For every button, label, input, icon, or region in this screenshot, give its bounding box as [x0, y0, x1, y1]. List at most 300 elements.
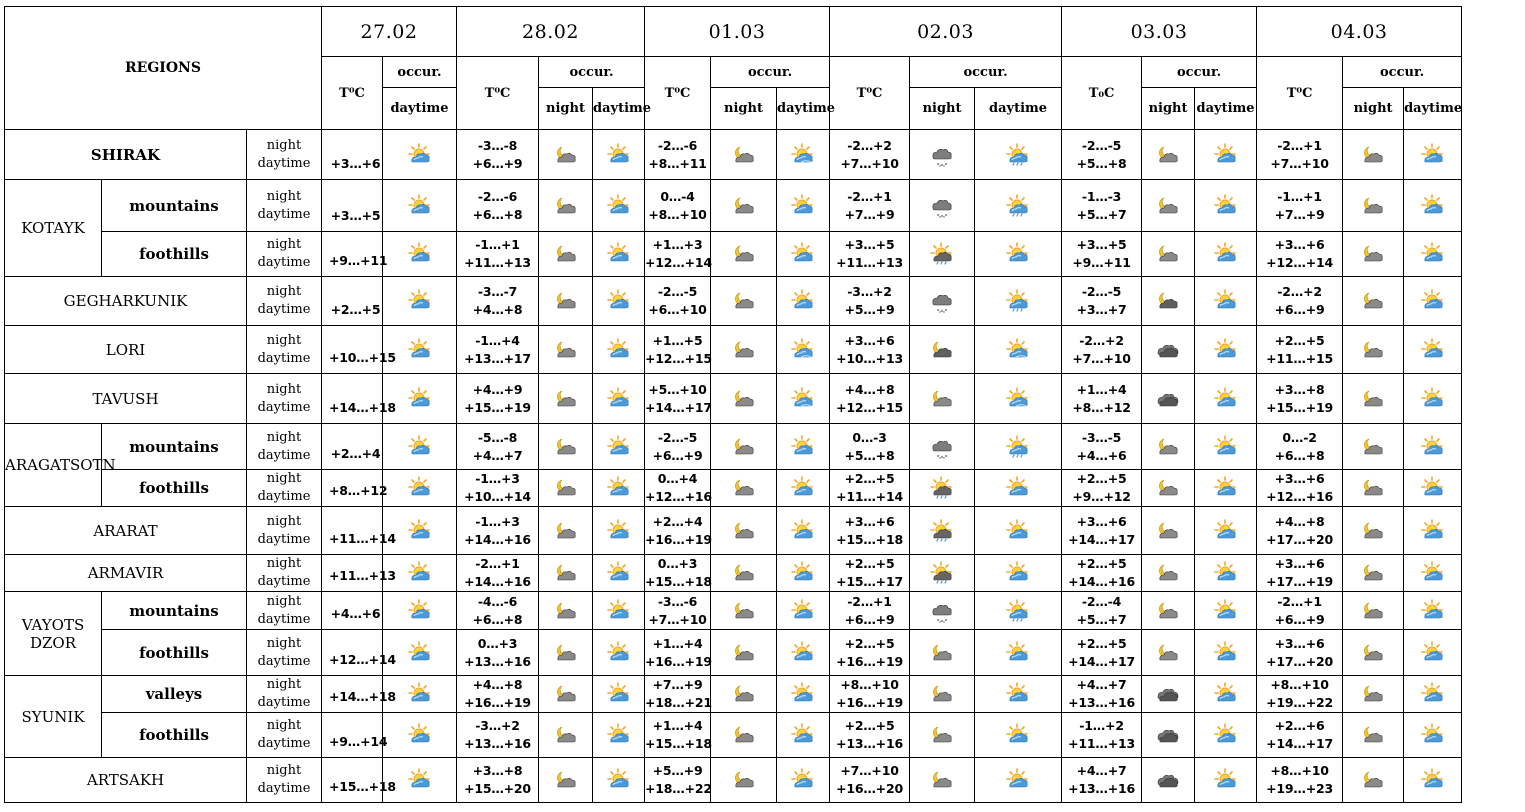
temperature-range — [645, 630, 711, 676]
weather-cell — [711, 374, 777, 424]
temperature-range — [322, 630, 396, 676]
moon-cloud-icon — [1361, 242, 1385, 266]
daytime-temp: +12…+15 — [645, 350, 712, 366]
temperature-range — [322, 713, 388, 758]
temperature-range — [1257, 758, 1343, 803]
temperature-range — [457, 232, 539, 277]
moon-cloud-icon — [930, 682, 954, 706]
weather-cell — [593, 507, 645, 555]
moon-cloud-icon — [1156, 242, 1180, 266]
moon-cloud-icon — [930, 723, 954, 747]
sun-cloud-icon — [791, 435, 815, 459]
daytime-temp: +9…+11 — [329, 253, 388, 268]
night-temp: +2…+5 — [1076, 471, 1127, 486]
temperature-range — [645, 180, 711, 232]
weather-cell — [1404, 555, 1462, 592]
moon-cloud-icon — [554, 768, 578, 792]
sun-cloud-icon — [1421, 768, 1445, 792]
daytime-temp: +12…+14 — [645, 255, 712, 270]
sun-cloud-icon — [1214, 682, 1238, 706]
moon-cloud-icon — [732, 682, 756, 706]
moon-cloud-icon — [554, 561, 578, 585]
weather-cell — [539, 507, 593, 555]
temperature-range — [322, 555, 396, 592]
night-label: night — [266, 237, 302, 252]
temperature-range — [645, 424, 711, 470]
night-header: night — [1142, 88, 1195, 130]
sun-cloud-icon — [408, 768, 432, 792]
daytime-temp: +19…+22 — [1266, 695, 1333, 710]
date-header: 04.03 — [1257, 7, 1462, 57]
night-temp: +3…+6 — [844, 332, 895, 348]
sun-cloud-icon — [1006, 641, 1030, 665]
temperature-range — [457, 592, 539, 630]
night-temp: 0…+3 — [657, 556, 698, 571]
daytime-temp: +7…+9 — [1274, 206, 1325, 222]
temperature-range — [1062, 232, 1142, 277]
date-header: 27.02 — [322, 7, 457, 57]
daytime-temp: +17…+20 — [1266, 653, 1333, 669]
daytime-header: daytime — [1195, 88, 1257, 130]
region-row — [5, 470, 1525, 507]
weather-cell — [711, 130, 777, 180]
weather-cell — [711, 555, 777, 592]
occur-header: occur. — [539, 57, 645, 88]
temperature-range — [645, 713, 711, 758]
night-temp: 0…+4 — [657, 471, 698, 486]
night-label: night — [266, 718, 302, 733]
weather-cell — [383, 277, 457, 326]
night-temp: +3…+8 — [1274, 381, 1325, 397]
daytime-temp: +9…+14 — [329, 734, 388, 749]
region-name: KOTAYK — [5, 180, 102, 277]
daytime-temp: +6…+9 — [472, 155, 523, 171]
weather-cell — [593, 592, 645, 630]
temperature-range — [322, 326, 396, 374]
temperature-range — [1062, 130, 1142, 180]
temperature-range — [457, 374, 539, 424]
weather-cell — [1195, 630, 1257, 676]
weather-cell — [1195, 326, 1257, 374]
weather-cell — [777, 232, 830, 277]
weather-cell — [1142, 592, 1195, 630]
daytime-temp: +6…+8 — [472, 206, 523, 222]
weather-cell — [777, 277, 830, 326]
moon-cloud-icon — [1361, 768, 1385, 792]
moon-cloud-icon — [1156, 194, 1180, 218]
subregion-name: foothills — [102, 630, 247, 676]
sun-rain-dark-icon — [930, 476, 954, 500]
weather-cell — [1343, 713, 1404, 758]
sun-cloud-icon — [1214, 289, 1238, 313]
weather-cell — [383, 232, 457, 277]
sun-cloud-icon — [1214, 641, 1238, 665]
moon-cloud-icon — [554, 682, 578, 706]
night-label: night — [266, 635, 302, 651]
sun-cloud-icon — [1006, 768, 1030, 792]
subregion-name: foothills — [102, 470, 247, 507]
weather-cell — [777, 676, 830, 713]
sun-cloud-icon — [408, 641, 432, 665]
region-row — [5, 424, 1525, 470]
sun-cloud-icon — [1214, 599, 1238, 623]
night-label: night — [266, 556, 302, 571]
weather-cell — [1404, 326, 1462, 374]
weather-cell — [383, 713, 457, 758]
weather-cell — [711, 326, 777, 374]
temperature-range — [645, 507, 711, 555]
weather-cell — [593, 470, 645, 507]
temperature-range — [457, 130, 539, 180]
weather-cell — [593, 713, 645, 758]
weather-cell — [711, 470, 777, 507]
temperature-range — [1062, 277, 1142, 326]
sun-cloud-icon — [1214, 723, 1238, 747]
dark-cloud-icon — [1156, 723, 1180, 747]
region-name: SYUNIK — [5, 676, 102, 758]
weather-cell — [539, 374, 593, 424]
snow-cloud-icon — [930, 435, 954, 459]
occur-header: occur. — [1142, 57, 1257, 88]
weather-cell — [1343, 130, 1404, 180]
subregion-name: foothills — [102, 232, 247, 277]
moon-cloud-icon — [1361, 476, 1385, 500]
temperature-range — [1062, 758, 1142, 803]
temperature-range — [830, 758, 910, 803]
weather-cell — [910, 180, 975, 232]
night-temp: +3…+5 — [1076, 237, 1127, 252]
sun-cloud-icon — [1006, 682, 1030, 706]
region-row — [5, 374, 1525, 424]
sun-cloud-icon — [1214, 435, 1238, 459]
subregion-name: valleys — [102, 676, 247, 713]
weather-cell — [539, 713, 593, 758]
daytime-label: daytime — [257, 736, 311, 751]
night-header: night — [910, 88, 975, 130]
sun-cloud-icon — [607, 476, 631, 500]
weather-cell — [1404, 630, 1462, 676]
sun-cloud-icon — [607, 599, 631, 623]
weather-cell — [1142, 713, 1195, 758]
weather-cell — [383, 424, 457, 470]
sun-cloud-icon — [408, 519, 432, 543]
occur-header: occur. — [383, 57, 457, 88]
daytime-temp: +12…+14 — [1266, 255, 1333, 270]
region-name: VAYOTS DZOR — [5, 592, 102, 676]
region-name: SHIRAK — [5, 130, 247, 180]
moon-cloud-icon — [1361, 641, 1385, 665]
daytime-temp: +11…+15 — [1266, 350, 1333, 366]
sun-cloud-alt-icon — [1006, 387, 1030, 411]
moon-cloud-icon — [554, 599, 578, 623]
weather-cell — [777, 180, 830, 232]
weather-cell — [1404, 232, 1462, 277]
temperature-range — [457, 676, 539, 713]
night-temp: -2…+2 — [847, 137, 892, 153]
temperature-range — [457, 326, 539, 374]
sun-cloud-icon — [1421, 561, 1445, 585]
weather-cell — [975, 374, 1062, 424]
night-label: night — [266, 188, 302, 204]
sun-cloud-icon — [408, 143, 432, 167]
temperature-range — [645, 676, 711, 713]
night-temp: +2…+5 — [844, 718, 895, 733]
daytime-temp: +9…+12 — [1072, 489, 1131, 504]
weather-cell — [1343, 180, 1404, 232]
daytime-temp: +5…+8 — [844, 447, 895, 463]
weather-cell — [1404, 676, 1462, 713]
daytime-temp: +4…+8 — [472, 302, 523, 317]
sun-cloud-icon — [791, 194, 815, 218]
sun-cloud-icon — [791, 682, 815, 706]
temperature-range — [1257, 555, 1343, 592]
sun-cloud-icon — [791, 519, 815, 543]
region-row — [5, 555, 1525, 592]
date-header: 01.03 — [645, 7, 830, 57]
subregion-name: foothills — [102, 713, 247, 758]
daytime-temp: +16…+19 — [836, 695, 903, 710]
daytime-temp: +13…+16 — [464, 653, 531, 669]
temperature-range — [830, 713, 910, 758]
daytime-temp: +7…+10 — [840, 155, 899, 171]
night-temp: +2…+6 — [1274, 718, 1325, 733]
sun-rain-dark-icon — [930, 242, 954, 266]
weather-cell — [1142, 758, 1195, 803]
temperature-range — [322, 374, 396, 424]
daytime-temp: +6…+9 — [652, 447, 703, 463]
sun-cloud-icon — [408, 435, 432, 459]
moon-cloud-icon — [1156, 435, 1180, 459]
daytime-temp: +15…+18 — [329, 779, 396, 794]
daytime-temp: +7…+10 — [1072, 350, 1131, 366]
sun-cloud-icon — [1421, 387, 1445, 411]
daytime-temp: +7…+9 — [844, 206, 895, 222]
weather-cell — [910, 713, 975, 758]
night-label: night — [266, 471, 302, 486]
daytime-temp: +11…+14 — [329, 531, 396, 546]
daytime-temp: +7…+10 — [648, 611, 707, 627]
occur-header: occur. — [910, 57, 1062, 88]
daytime-temp: +10…+13 — [836, 350, 903, 366]
moon-cloud-icon — [1156, 561, 1180, 585]
moon-cloud-icon — [554, 641, 578, 665]
moon-cloud-icon — [1361, 561, 1385, 585]
night-label: night — [266, 137, 302, 153]
time-of-day-labels — [247, 424, 322, 470]
snow-cloud-icon — [930, 289, 954, 313]
date-header: 28.02 — [457, 7, 645, 57]
weather-cell — [1195, 676, 1257, 713]
sun-cloud-icon — [1421, 194, 1445, 218]
moon-cloud-dark-icon — [1156, 289, 1180, 313]
weather-cell — [975, 424, 1062, 470]
weather-cell — [1195, 374, 1257, 424]
night-temp: -2…-5 — [1081, 284, 1122, 299]
temperature-range — [1257, 326, 1343, 374]
weather-cell — [777, 130, 830, 180]
night-temp: -1…+4 — [475, 332, 520, 348]
night-temp: +1…+4 — [1076, 381, 1127, 397]
daytime-temp: +5…+7 — [1076, 611, 1127, 627]
daytime-temp: +15…+19 — [1266, 399, 1333, 415]
temp-header: T⁰C — [457, 57, 539, 130]
weather-cell — [593, 676, 645, 713]
sun-cloud-icon — [607, 242, 631, 266]
weather-cell — [910, 424, 975, 470]
moon-cloud-icon — [1156, 143, 1180, 167]
temperature-range — [1062, 676, 1142, 713]
sun-cloud-icon — [1421, 641, 1445, 665]
temperature-range — [1257, 277, 1343, 326]
temperature-range — [322, 130, 383, 180]
night-temp: +3…+6 — [1076, 513, 1127, 529]
moon-cloud-icon — [554, 289, 578, 313]
moon-cloud-icon — [1361, 143, 1385, 167]
temperature-range — [322, 277, 383, 326]
subregion-name: mountains — [102, 424, 247, 470]
night-temp: -1…+3 — [475, 513, 520, 529]
daytime-label: daytime — [257, 611, 311, 627]
temperature-range — [322, 676, 396, 713]
weather-cell — [539, 277, 593, 326]
weather-cell — [383, 180, 457, 232]
temp-header: T₀C — [1062, 57, 1142, 130]
temperature-range — [1062, 470, 1142, 507]
daytime-temp: +11…+13 — [464, 255, 531, 270]
weather-cell — [1195, 130, 1257, 180]
daytime-label: daytime — [257, 489, 311, 504]
daytime-label: daytime — [257, 781, 311, 796]
moon-cloud-icon — [732, 387, 756, 411]
weather-cell — [975, 592, 1062, 630]
sun-cloud-icon — [791, 599, 815, 623]
sun-cloud-icon — [791, 768, 815, 792]
daytime-temp: +5…+8 — [1076, 155, 1127, 171]
date-header: 03.03 — [1062, 7, 1257, 57]
time-of-day-labels — [247, 470, 322, 507]
sun-cloud-icon — [607, 561, 631, 585]
weather-cell — [1142, 424, 1195, 470]
daytime-temp: +5…+7 — [1076, 206, 1127, 222]
weather-cell — [711, 507, 777, 555]
temperature-range — [322, 592, 383, 630]
weather-cell — [975, 713, 1062, 758]
weather-cell — [1343, 470, 1404, 507]
daytime-temp: +11…+13 — [329, 568, 396, 583]
night-label: night — [266, 513, 302, 529]
weather-cell — [1343, 592, 1404, 630]
weather-cell — [1195, 232, 1257, 277]
temperature-range — [830, 180, 910, 232]
weather-cell — [1343, 758, 1404, 803]
time-of-day-labels — [247, 630, 322, 676]
regions-header: REGIONS — [5, 7, 322, 130]
moon-cloud-icon — [1156, 641, 1180, 665]
daytime-temp: +6…+9 — [1274, 611, 1325, 627]
weather-cell — [1343, 374, 1404, 424]
sun-cloud-icon — [408, 242, 432, 266]
night-temp: -2…+2 — [1079, 332, 1124, 348]
dark-cloud-icon — [1156, 387, 1180, 411]
daytime-temp: +17…+19 — [1266, 574, 1333, 589]
sun-cloud-icon — [791, 476, 815, 500]
sun-cloud-icon — [408, 387, 432, 411]
sun-cloud-icon — [408, 476, 432, 500]
moon-cloud-icon — [554, 476, 578, 500]
temperature-range — [1257, 592, 1343, 630]
night-temp: +3…+5 — [844, 237, 895, 252]
sun-cloud-icon — [1421, 476, 1445, 500]
weather-cell — [539, 180, 593, 232]
daytime-label: daytime — [257, 653, 311, 669]
temperature-range — [1062, 592, 1142, 630]
sun-cloud-alt-icon — [791, 387, 815, 411]
night-temp: +4…+8 — [472, 677, 523, 692]
temperature-range — [830, 374, 910, 424]
weather-cell — [539, 592, 593, 630]
moon-cloud-icon — [732, 338, 756, 362]
moon-cloud-icon — [732, 519, 756, 543]
night-temp: +2…+5 — [844, 635, 895, 651]
weather-cell — [1195, 470, 1257, 507]
sun-cloud-icon — [1421, 242, 1445, 266]
temperature-range — [645, 758, 711, 803]
daytime-temp: +16…+19 — [836, 653, 903, 669]
weather-cell — [539, 555, 593, 592]
daytime-header: daytime — [975, 88, 1062, 130]
weather-cell — [1343, 555, 1404, 592]
sun-cloud-icon — [607, 194, 631, 218]
daytime-temp: +13…+17 — [464, 350, 531, 366]
temperature-range — [322, 507, 396, 555]
weather-cell — [711, 713, 777, 758]
weather-cell — [777, 374, 830, 424]
weather-cell — [777, 555, 830, 592]
sun-rain-dark-icon — [930, 519, 954, 543]
moon-cloud-icon — [732, 435, 756, 459]
sun-cloud-icon — [408, 682, 432, 706]
region-name: ARTSAKH — [5, 758, 247, 803]
temperature-range — [1062, 713, 1142, 758]
temperature-range — [830, 326, 910, 374]
night-temp: -2…+1 — [847, 593, 892, 609]
weather-cell — [593, 277, 645, 326]
night-temp: +3…+6 — [1274, 556, 1325, 571]
weather-cell — [1404, 758, 1462, 803]
daytime-temp: +8…+12 — [329, 483, 388, 498]
night-temp: +4…+7 — [1076, 763, 1127, 778]
daytime-temp: +14…+17 — [1068, 653, 1135, 669]
daytime-temp: +14…+17 — [645, 399, 712, 415]
sun-cloud-icon — [1214, 143, 1238, 167]
night-temp: -3…-7 — [477, 284, 518, 299]
daytime-temp: +13…+16 — [836, 736, 903, 751]
sun-rain-icon — [1006, 435, 1030, 459]
sun-cloud-icon — [607, 723, 631, 747]
temperature-range — [830, 592, 910, 630]
daytime-temp: +15…+20 — [464, 781, 531, 796]
daytime-temp: +14…+16 — [464, 531, 531, 547]
sun-cloud-icon — [1214, 194, 1238, 218]
snow-cloud-icon — [930, 143, 954, 167]
sun-cloud-icon — [1421, 599, 1445, 623]
weather-cell — [1142, 232, 1195, 277]
night-temp: -1…-3 — [1081, 188, 1122, 204]
sun-cloud-icon — [1214, 561, 1238, 585]
temperature-range — [1062, 180, 1142, 232]
temperature-range — [457, 424, 539, 470]
night-label: night — [266, 677, 302, 692]
